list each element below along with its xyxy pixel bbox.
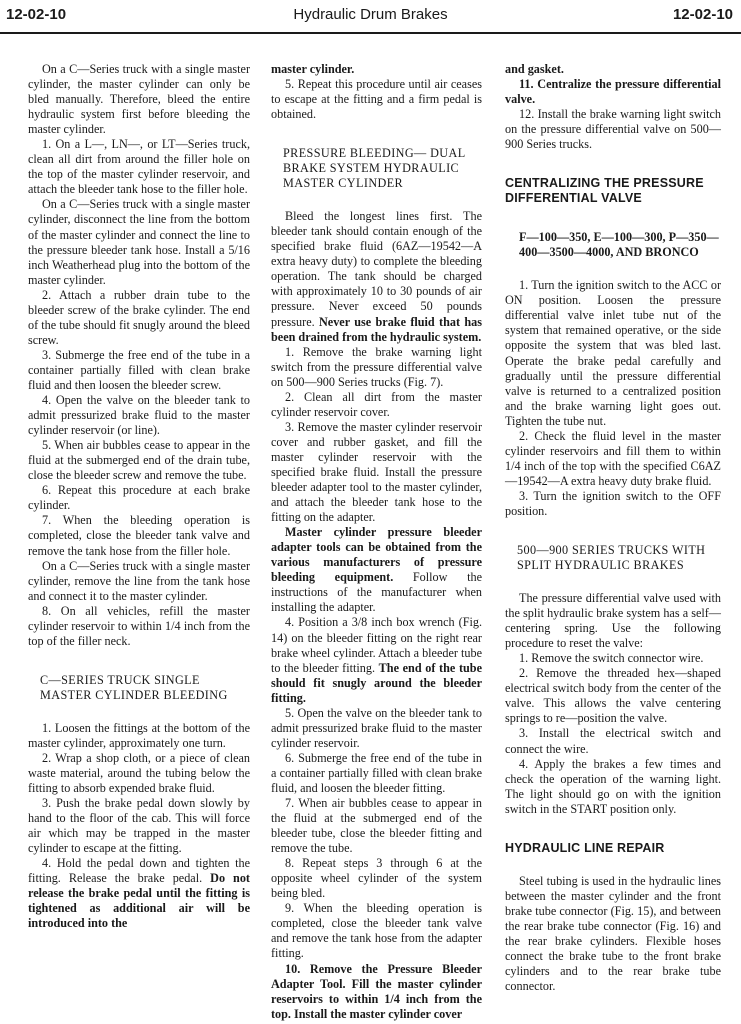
- header-rule: [0, 32, 741, 34]
- section-heading-pressure-bleeding: PRESSURE BLEEDING— DUAL BRAKE SYSTEM HYDRAULIC MASTER CYLINDER: [283, 146, 466, 191]
- paragraph: 1. Remove the brake warning light switch from the pressure differential valve on 500—900 Series trucks (Fig. 7).: [271, 344, 482, 389]
- paragraph: 2. Remove the threaded hex—shaped electrical switch body from the center of the valve. This allows the valve centering springs to re—position the valve.: [505, 666, 721, 726]
- caution-text: Do not release the brake pedal until the fitting is tightened as additional air will be introduced into the: [28, 871, 250, 931]
- paragraph: [271, 615, 482, 705]
- paragraph: Steel tubing is used in the hydraulic lines between the master cylinder and the front brake tube connector (Fig. 15), and between the rear brake tube connector (Fig. 16) and the rear brake cylinders. Flexible hoses connect the brake tube to the front brake cylinders and to the rear brake tube connector.: [505, 873, 721, 994]
- paragraph: 1. Loosen the fittings at the bottom of the master cylinder, approximately one turn.: [28, 720, 250, 750]
- paragraph: 3. Remove the master cylinder reservoir cover and rubber gasket, and fill the master cylinder reservoir with the specified brake fluid. Install the pressure bleeder adapter tool to the master cylinder, and attach the bleeder tank hose to the fitting on the adapter.: [271, 419, 482, 525]
- paragraph: 6. Submerge the free end of the tube in a container partially filled with clean brake fluid, and loosen the bleeder fitting.: [271, 750, 482, 795]
- paragraph: On a C—Series truck with a single master cylinder, disconnect the line from the bottom of the master cylinder and connect the line to the pressure bleeder tank hose. Install a 5/16 inch Weatherhead plug into the bottom of the master cylinder.: [28, 197, 250, 287]
- subheading-500-900-series: 500—900 SERIES TRUCKS WITH SPLIT HYDRAULIC BRAKES: [517, 543, 706, 573]
- section-title: Hydraulic Drum Brakes: [293, 6, 448, 23]
- note-text: The end of the tube should fit snugly around the bleeder fitting.: [271, 660, 482, 705]
- paragraph: 11. Centralize the pressure differential valve.: [505, 77, 721, 107]
- subheading-vehicle-models: F—100—350, E—100—300, P—350—400—3500—4000, AND BRONCO: [519, 230, 719, 260]
- paragraph-text: 4. Hold the pedal down and tighten the fitting. Release the brake pedal.: [28, 856, 250, 886]
- paragraph: 12. Install the brake warning light switch on the pressure differential valve on 500—900 Series trucks.: [505, 107, 721, 152]
- paragraph: [271, 525, 482, 615]
- paragraph: 5. Repeat this procedure until air ceases to escape at the fitting and a firm pedal is obtained.: [271, 77, 482, 122]
- paragraph: 1. Remove the switch connector wire.: [519, 651, 704, 666]
- caution-text: Never use brake fluid that has been drained from the hydraulic system.: [271, 314, 482, 344]
- paragraph: 10. Remove the Pressure Bleeder Adapter Tool. Fill the master cylinder reservoirs to within 1/4 inch from the top. Install the master cylinder cover: [271, 961, 482, 1021]
- page-header: [0, 0, 741, 30]
- paragraph-text: Follow the instructions of the manufacturer when installing the adapter.: [271, 570, 482, 615]
- paragraph: On a C—Series truck with a single master cylinder, remove the line from the tank hose and connect it to the master cylinder.: [28, 558, 250, 603]
- paragraph: 3. Install the electrical switch and connect the wire.: [505, 726, 721, 756]
- paragraph: [28, 856, 250, 931]
- column-right: [505, 62, 721, 994]
- paragraph: 2. Attach a rubber drain tube to the bleeder screw of the brake cylinder. The end of the tube should fit snugly around the bleed screw.: [28, 287, 250, 347]
- paragraph: 9. When the bleeding operation is completed, close the bleeder tank valve and remove the tank hose from the adapter fitting.: [271, 901, 482, 961]
- paragraph: 4. Apply the brakes a few times and check the operation of the warning light. The light should go on with the ignition switch in the START position only.: [505, 756, 721, 816]
- paragraph: 5. Open the valve on the bleeder tank to admit pressurized brake fluid to the master cylinder reservoir.: [271, 705, 482, 750]
- paragraph-continued: and gasket.: [505, 62, 564, 76]
- column-left: [28, 62, 250, 931]
- column-middle: [271, 62, 482, 1022]
- paragraph: 3. Push the brake pedal down slowly by hand to the floor of the cab. This will force air which may be trapped in the master cylinder to escape at the fitting.: [28, 796, 250, 856]
- paragraph-continued: master cylinder.: [271, 62, 355, 76]
- paragraph: [271, 209, 482, 344]
- paragraph: 4. Open the valve on the bleeder tank to admit pressurized brake fluid to the master cylinder reservoir (or line).: [28, 393, 250, 438]
- paragraph: 3. Turn the ignition switch to the OFF position.: [505, 488, 721, 518]
- paragraph: 5. When air bubbles cease to appear in the fluid at the submerged end of the drain tube, close the bleeder screw and remove the tube.: [28, 438, 250, 483]
- paragraph: 3. Submerge the free end of the tube in a container partially filled with clean brake fluid and then loosen the bleeder screw.: [28, 347, 250, 392]
- paragraph: 8. Repeat steps 3 through 6 at the opposite wheel cylinder of the system being bled.: [271, 856, 482, 901]
- section-heading-centralizing-valve: CENTRALIZING THE PRESSURE DIFFERENTIAL VALVE: [505, 176, 704, 206]
- paragraph: 7. When the bleeding operation is completed, close the bleeder tank valve and remove the tank hose from the filler hole.: [28, 513, 250, 558]
- page-number-right: 12-02-10: [672, 6, 733, 23]
- section-heading-single-master-bleeding: C—SERIES TRUCK SINGLE MASTER CYLINDER BLEEDING: [40, 672, 228, 702]
- paragraph: 2. Wrap a shop cloth, or a piece of clean waste material, around the tubing below the fitting to absorb expended brake fluid.: [28, 750, 250, 796]
- paragraph: 1. Turn the ignition switch to the ACC or ON position. Loosen the pressure differential valve inlet tube nut of the system that remained operative, or the side opposite the system that was bled last. Operate the brake pedal carefully and gradually until the pressure differential valve is returned to a centralized position and the brake warning light goes out. Tighten the tube nut.: [505, 278, 721, 428]
- paragraph-text: Bleed the longest lines first. The bleeder tank should contain enough of the specified brake fluid (6AZ—19542—A extra heavy duty) to complete the bleeding operation. The tank should be charged with approximately 10 to 30 pounds of air pressure. Never exceed 50 pounds pressure.: [271, 209, 482, 329]
- note-text: Master cylinder pressure bleeder adapter tools can be obtained from the various manufacturers of pressure bleeding equipment.: [271, 525, 482, 585]
- paragraph: On a C—Series truck with a single master cylinder, the master cylinder can only be bled manually. Therefore, bleed the entire hydraulic system first before bleeding the master cylinder.: [28, 62, 250, 137]
- paragraph: The pressure differential valve used with the split hydraulic brake system has a self—centering spring. Use the following procedure to reset the valve:: [505, 591, 721, 651]
- page-number-left: 12-02-10: [6, 6, 67, 23]
- paragraph-text: 4. Position a 3/8 inch box wrench (Fig. 14) on the bleeder fitting on the right rear brake wheel cylinder. Attach a bleeder tube to the bleeder fitting.: [271, 615, 482, 675]
- paragraph: 1. On a L—, LN—, or LT—Series truck, clean all dirt from around the filler hole on the top of the master cylinder reservoir, and attach the bleeder tank hose to the filler hole.: [28, 137, 250, 197]
- paragraph: 6. Repeat this procedure at each brake cylinder.: [28, 483, 250, 513]
- paragraph: 8. On all vehicles, refill the master cylinder reservoir to within 1/4 inch from the top of the filler neck.: [28, 603, 250, 648]
- paragraph: 2. Clean all dirt from the master cylinder reservoir cover.: [271, 389, 482, 419]
- paragraph: 7. When air bubbles cease to appear in the fluid at the submerged end of the bleeder tube, close the bleeder fitting and remove the tube.: [271, 796, 482, 856]
- paragraph: 2. Check the fluid level in the master cylinder reservoirs and fill them to within 1/4 inch of the top with the specified C6AZ—19542—A extra heavy duty brake fluid.: [505, 428, 721, 488]
- section-heading-hydraulic-line-repair: HYDRAULIC LINE REPAIR: [505, 840, 665, 855]
